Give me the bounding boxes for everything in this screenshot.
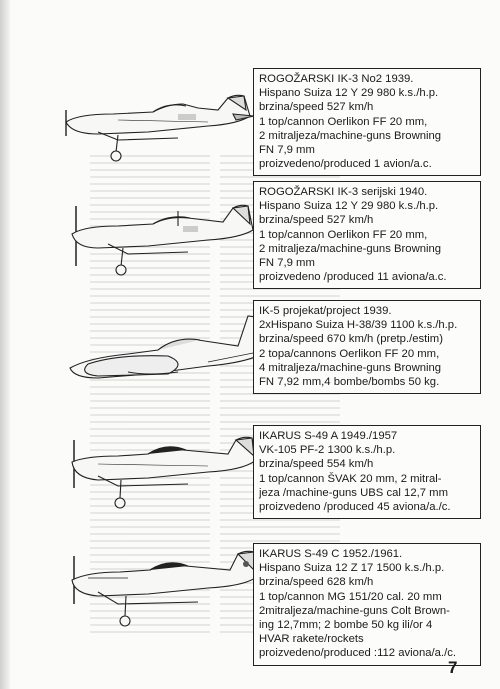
spec-line: VK-105 PF-2 1300 k.s./h.p. [259,444,396,457]
spec-line: 2 mitraljeza/machine-guns Browning [259,129,442,142]
spec-line: 4 mitraljeza/machine-guns Browning [259,361,442,374]
spec-line: ROGOŽARSKI IK-3 No2 1939. [259,73,414,85]
spec-line: 1 top/cannon Oerlikon FF 20 mm, [259,115,428,128]
spec-line: HVAR rakete/rockets [259,633,364,646]
spec-line: brzina/speed 628 km/h [259,576,374,589]
binding-edge [0,0,10,689]
spec-line: Hispano Suiza 12 Z 17 1500 k.s./h.p. [259,562,445,575]
page-number: 7 [448,658,458,677]
spec-line: proizvedeno /produced 11 aviona/a.c. [259,271,447,284]
spec-line: Hispano Suiza 12 Y 29 980 k.s./h.p. [259,87,439,100]
spec-box-s49c [253,543,481,666]
aircraft-drawing-ik3-no2 [58,80,268,190]
spec-line: 2 mitraljeza/machine-guns Browning [259,242,442,255]
spec-line: 2xHispano Suiza H-38/39 1100 k.s./h.p. [259,319,458,332]
spec-line: 2mitraljeza/machine-guns Colt Brown- [259,604,450,617]
aircraft-drawing-s49c [58,544,268,654]
spec-line: ROGOŽARSKI IK-3 serijski 1940. [259,186,428,198]
spec-line: brzina/speed 554 km/h [259,458,374,471]
spec-line: ing 12,7mm; 2 bombe 50 kg ili/or 4 [259,619,433,632]
spec-line: FN 7,9 mm [259,144,315,157]
aircraft-drawing-ik3-serial [58,196,268,306]
spec-line: Hispano Suiza 12 Y 29 980 k.s./h.p. [259,200,439,213]
spec-box-ik5-project [253,300,481,394]
spec-box-ik3-serial [253,181,481,289]
spec-box-s49a [253,425,481,519]
spec-line: brzina/speed 527 km/h [259,214,374,227]
spec-line: FN 7,92 mm,4 bombe/bombs 50 kg. [259,376,440,389]
spec-box-ik3-no2 [253,68,481,176]
spec-line: 1 top/cannon MG 151/20 cal. 20 mm [259,590,442,603]
aircraft-drawing-ik5-project [58,306,268,416]
spec-line: IKARUS S-49 A 1949./1957 [259,430,398,442]
spec-line: 2 topa/cannons Oerlikon FF 20 mm, [259,347,440,360]
spec-line: 1 top/cannon ŠVAK 20 mm, 2 mitral- [259,472,442,485]
aircraft-drawing-s49a [58,432,268,542]
spec-line: proizvedeno/produced :112 aviona/a./c. [259,647,456,660]
spec-line: brzina/speed 670 km/h (pretp./estim) [259,333,443,346]
spec-line: brzina/speed 527 km/h [259,101,374,114]
spec-line: proizvedeno /produced 45 aviona/a./c. [259,501,451,514]
spec-line: 1 top/cannon Oerlikon FF 20 mm, [259,228,428,241]
spec-line: IK-5 projekat/project 1939. [259,305,392,317]
spec-line: proizvedeno/produced 1 avion/a.c. [259,158,432,171]
spec-line: IKARUS S-49 C 1952./1961. [259,548,403,560]
spec-line: FN 7,9 mm [259,257,315,270]
spec-line: jeza /machine-guns UBS cal 12,7 mm [259,486,448,499]
